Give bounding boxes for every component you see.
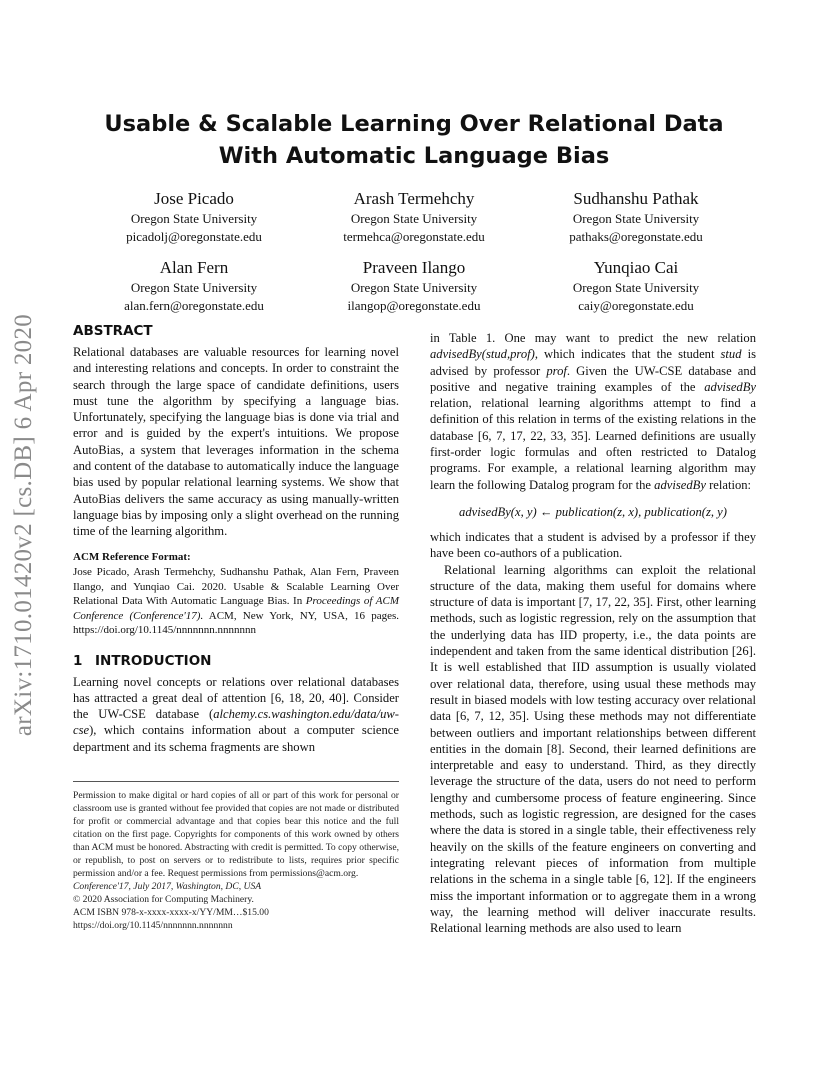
author-name: Sudhanshu Pathak (573, 189, 699, 208)
introduction-heading (73, 652, 399, 670)
abstract-heading: ABSTRACT (73, 323, 153, 339)
intro-text: ), which contains information about a computer science department and its schema fragments are shown (73, 723, 399, 754)
relation-name: advisedBy (704, 379, 756, 394)
author-email[interactable]: termehca@oregonstate.edu (343, 229, 485, 244)
author-email[interactable]: pathaks@oregonstate.edu (569, 229, 703, 244)
author-affiliation: Oregon State University (130, 211, 258, 226)
introduction-paragraph (73, 674, 399, 755)
permission-notice: Permission to make digital or hard copies of all or part of this work for personal or classroom use is granted without fee provided that copies are not made or distributed for profit or commercial advantage and that copies bear this notice and the full citation on the first page. Copyrights for components of this work owned by others than ACM must be honored. Abstracting with credit is permitted. To copy otherwise, or republish, to post on servers or to redistribute to lists, requires prior specific permission and/or a fee. Request permissions from permissions@acm.org. (73, 790, 399, 879)
author-email[interactable]: picadolj@oregonstate.edu (126, 229, 262, 244)
author-block (526, 257, 746, 315)
author-affiliation: Oregon State University (130, 280, 258, 295)
relation-name: advisedBy (654, 477, 706, 492)
reference-text-pre: Jose Picado, Arash Termehchy, Sudhanshu Pathak, Alan Fern, Praveen Ilango, and Yunqiao Cai. 2020. Usable & Scalable Learning Over Relational Data With Automatic Language Bias. In (73, 566, 399, 608)
relation-name: advisedBy(stud,prof) (430, 347, 535, 362)
author-affiliation: Oregon State University (572, 280, 700, 295)
isbn: ACM ISBN 978-x-xxxx-xxxx-x/YY/MM…$15.00 (73, 907, 269, 918)
body-text: relation: (705, 477, 752, 492)
acm-reference-format (73, 550, 399, 638)
author-name: Arash Termehchy (353, 189, 475, 208)
paper-title-line-1: Usable & Scalable Learning Over Relational Data (104, 111, 724, 137)
right-paragraph-3: Relational learning algorithms can exploit the relational structure of the data, making them useful for domains where structure of data is important [7, 17, 22, 35]. First, other learning methods, such as logistic regression, rely on the assumption that the underlying data has IID property, i.e., the data points are independent and taken from the same identical distribution [26]. It is well established that IID assumption is usually violated over relational data, therefore, using usual these methods may result in biased models with low testing accuracy over relational data [6, 7, 12, 35]. Using these methods may not differentiate between outliers and important relationships between different entities in the domain [8]. Second, their learned definitions are interpretable and easy to understand. Third, as they directly leverage the structure of the data, users do not need to perform lengthy and cumbersome process of feature engineering. Since methods, such as logistic regression, are designed for the cases where the data is stored in a single table, their effectiveness rely heavily on the skills of the feature engineers on converting and integrating relevant pieces of information from multiple relations in the schema in a single table [6, 12]. If the engineers miss the important information or to aggregate them in a wrong way, the learning method will deliver inaccurate results. Relational learning methods are also used to learn (430, 562, 756, 936)
footnote-rule (73, 781, 399, 782)
author-name: Praveen Ilango (362, 258, 466, 277)
author-affiliation: Oregon State University (350, 280, 478, 295)
copyright-notice: © 2020 Association for Computing Machinery. (73, 894, 254, 905)
conference-name: Conference'17, July 2017, Washington, DC, USA (73, 881, 262, 892)
author-name: Alan Fern (159, 258, 229, 277)
variable-name: prof (546, 363, 567, 378)
author-block (526, 188, 746, 246)
section-title: INTRODUCTION (95, 652, 212, 669)
author-email[interactable]: caiy@oregonstate.edu (578, 298, 694, 313)
left-column (73, 322, 399, 755)
reference-text-post: ACM, New York, NY, USA, 16 pages. https://doi.org/10.1145/nnnnnnn.nnnnnnn (73, 609, 399, 637)
body-text: , which indicates that the student (534, 347, 721, 362)
rule-body: publication(z, x), publication(z, y) (555, 504, 727, 519)
arxiv-identifier-text: arXiv:1710.01420v2 [cs.DB] 6 Apr 2020 (10, 313, 38, 737)
intro-text: Learning novel concepts or relations over relational databases has attracted a great deal of attention [6, 18, 20, 40]. Consider the UW-CSE database ( (73, 674, 399, 722)
author-block (304, 257, 524, 315)
right-paragraph-1 (430, 330, 756, 493)
conference-info (73, 880, 399, 893)
paper-title-line-2: With Automatic Language Bias (218, 143, 610, 169)
doi-link[interactable]: https://doi.org/10.1145/nnnnnnn.nnnnnnn (73, 920, 233, 931)
author-email[interactable]: ilangop@oregonstate.edu (347, 298, 481, 313)
author-block (304, 188, 524, 246)
body-text: in Table 1. One may want to predict the new relation (430, 331, 756, 345)
right-column (430, 330, 756, 936)
body-text: relation, relational learning algorithms attempt to find a definition of this relation in terms of the existing relations in the database [6, 7, 17, 22, 33, 35]. Learned definitions are usually first-order logic formulas and often restricted to Datalog programs. For example, a relational learning algorithm may learn the following Datalog program for the (430, 396, 756, 492)
body-text: is advised by professor (430, 347, 756, 378)
author-affiliation: Oregon State University (350, 211, 478, 226)
section-number: 1 (73, 652, 83, 669)
paper-title (72, 108, 756, 172)
arxiv-identifier-stamp (2, 290, 46, 760)
author-email[interactable]: alan.fern@oregonstate.edu (124, 298, 264, 313)
right-paragraph-2: which indicates that a student is advised by a professor if they have been co-authors of a publication. (430, 529, 756, 561)
body-text: . Given the UW-CSE database and positive and negative training examples of the (430, 363, 756, 394)
rule-arrow: ← (536, 504, 556, 519)
acm-reference-heading: ACM Reference Format: (73, 550, 191, 563)
reference-venue: Proceedings of ACM Conference (Conference'17). (73, 595, 399, 622)
acm-reference-text (73, 565, 399, 638)
datalog-rule-equation (430, 503, 756, 521)
author-block (84, 257, 304, 315)
uw-cse-link[interactable]: alchemy.cs.washington.edu/data/uw-cse (73, 707, 399, 738)
author-name: Jose Picado (154, 189, 234, 208)
variable-name: stud (720, 347, 742, 362)
author-affiliation: Oregon State University (572, 211, 700, 226)
author-block (84, 188, 304, 246)
abstract-text: Relational databases are valuable resources for learning novel and interesting relations and concepts. In order to constraint the search through the large space of candidate definitions, users must tune the algorithm by specifying a language bias. Unfortunately, specifying the language bias is done via trial and error and is guided by the expert's intuitions. We propose AutoBias, a system that leverages information in the schema and content of the database to automatically induce the language bias used by popular relational learning systems. We show that AutoBias delivers the same accuracy as using manually-written language bias by imposing only a slight overhead on the running time of the learning algorithm. (73, 345, 399, 539)
author-name: Yunqiao Cai (593, 258, 679, 277)
copyright-footnote (73, 781, 399, 932)
rule-head: advisedBy(x, y) (459, 504, 537, 519)
